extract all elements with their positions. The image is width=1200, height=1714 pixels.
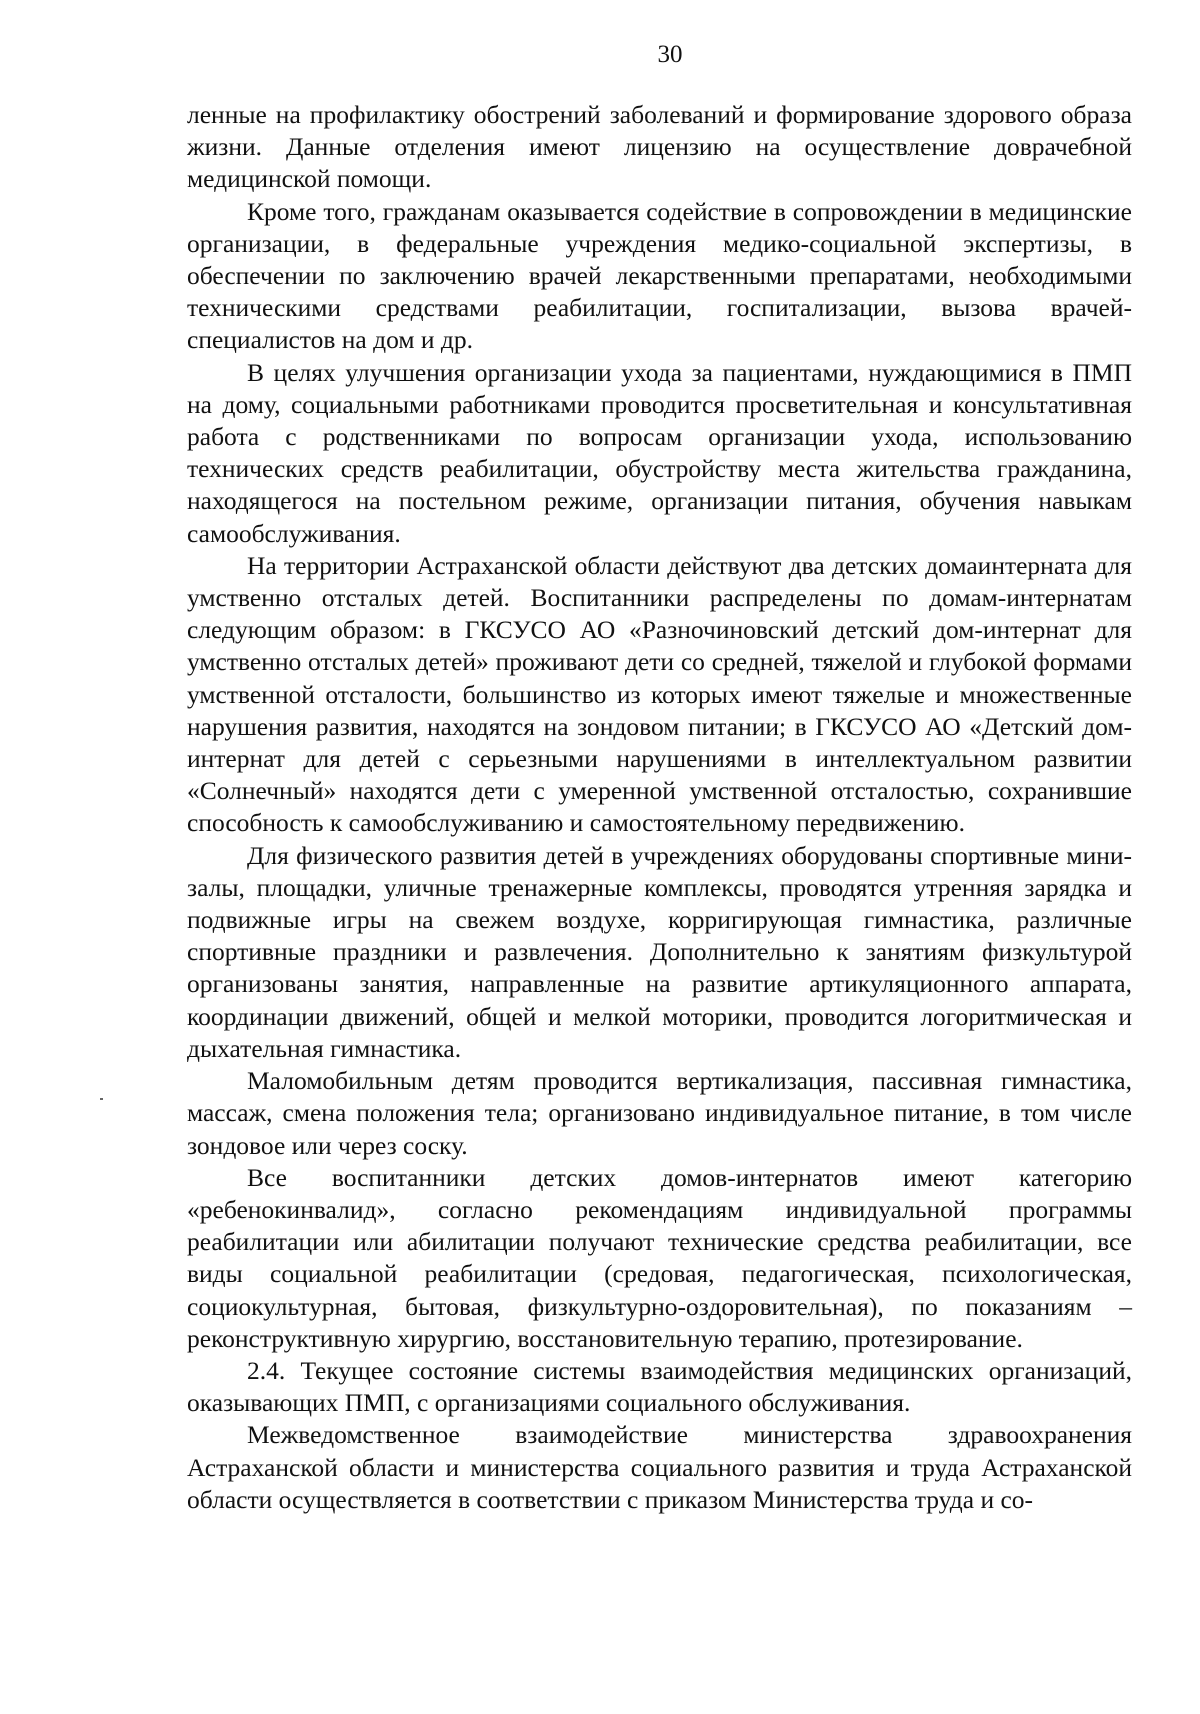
paragraph-3: В целях улучшения организации ухода за пациентами, нуждающимися в ПМП на дому, социальными работниками проводится просветительная и консультативная работа с родственниками по вопросам организации ухода, использованию технических средств реабилитации, обустройству места жительства гражданина, находящегося на постельном режиме, организации питания, обучения навыкам самообслуживания. <box>187 357 1132 548</box>
paragraph-1: ленные на профилактику обострений заболеваний и формирование здорового образа жизни. Данные отделения имеют лицензию на осуществление доврачебной медицинской помощи. <box>187 100 1132 194</box>
paragraph-6: Маломобильным детям проводится вертикализация, пассивная гимнастика, массаж, смена положения тела; организовано индивидуальное питание, в том числе зондовое или через соску. <box>187 1066 1132 1160</box>
paragraph-2: Кроме того, гражданам оказывается содействие в сопровождении в медицинские организации, в федеральные учреждения медико-социальной экспертизы, в обеспечении по заключению врачей лекарственными препаратами, необходимыми техническими средствами реабилитации, госпитализации, вызова врачей-специалистов на дом и др. <box>187 196 1132 355</box>
paragraph-7: Все воспитанники детских домов-интернатов имеют категорию «ребенокинвалид», согласно рекомендациям индивидуальной программы реабилитации или абилитации получают технические средства реабилитации, все виды социальной реабилитации (средовая, педагогическая, психологическая, социокультурная, бытовая, физкультурно-оздоровительная), по показаниям – реконструктивную хирургию, восстановительную терапию, протезирование. <box>187 1162 1132 1353</box>
paragraph-5: Для физического развития детей в учреждениях оборудованы спортивные мини-залы, площадки, уличные тренажерные комплексы, проводятся утренняя зарядка и подвижные игры на свежем воздухе, корригирующая гимнастика, различные спортивные праздники и развлечения. Дополнительно к занятиям физкультурой организованы занятия, направленные на развитие артикуляционного аппарата, координации движений, общей и мелкой моторики, проводится логоритмическая и дыхательная гимнастика. <box>187 840 1132 1063</box>
page-number: 30 <box>657 41 683 68</box>
document-body <box>187 99 1132 1516</box>
scan-artifact <box>100 1098 103 1100</box>
section-heading-2-4: 2.4. Текущее состояние системы взаимодействия медицинских организаций, оказывающих ПМП, с организациями социального обслуживания. <box>187 1355 1132 1418</box>
paragraph-8: Межведомственное взаимодействие министерства здравоохранения Астраханской области и министерства социального развития и труда Астраханской области осуществляется в соответствии с приказом Министерства труда и со- <box>187 1420 1132 1514</box>
paragraph-4: На территории Астраханской области действуют два детских домаинтерната для умственно отсталых детей. Воспитанники распределены по домам-интернатам следующим образом: в ГКСУСО АО «Разночиновский детский дом-интернат для умственно отсталых детей» проживают дети со средней, тяжелой и глубокой формами умственной отсталости, большинство из которых имеют тяжелые и множественные нарушения развития, находятся на зондовом питании; в ГКСУСО АО «Детский дом-интернат для детей с серьезными нарушениями в интеллектуальном развитии «Солнечный» находятся дети с умеренной умственной отсталостью, сохранившие способность к самообслуживанию и самостоятельному передвижению. <box>187 550 1132 838</box>
